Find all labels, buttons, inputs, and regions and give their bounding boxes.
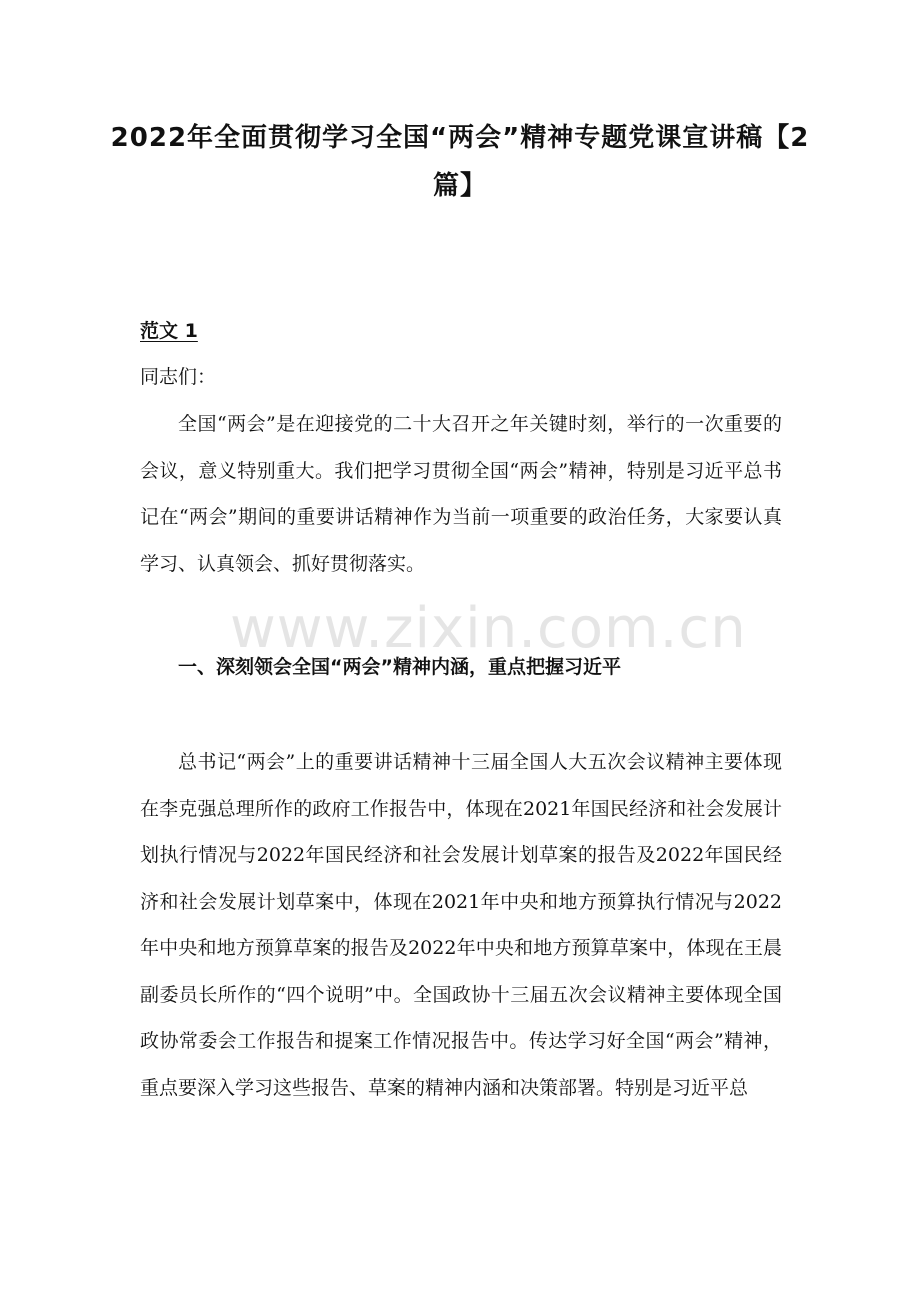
document-title: 2022年全面贯彻学习全国“两会”精神专题党课宣讲稿【2篇】 [110,123,810,201]
watermark: www.zixin.com.cn [230,596,747,661]
section-label: 范文 1 [140,320,198,342]
salutation: 同志们： [140,366,217,388]
paragraph-body: 总书记“两会”上的重要讲话精神十三届全国人大五次会议精神主要体现在李克强总理所作的政府工作报告中，体现在2021年国民经济和社会发展计划执行情况与2022年国民经济和社会发展计划草案的报告及2022年国民经济和社会发展计划草案中，体现在2021年中央和地方预算执行情况与2022年中央和地方预算草案的报告及2022年中央和地方预算草案中，体现在王晨副委员长所作的“四个说明”中。全国政协十三届五次会议精神主要体现全国政协常委会工作报告和提案工作情况报告中。传达学习好全国“两会”精神，重点要深入学习这些报告、草案的精神内涵和决策部署。特别是习近平总 [140,751,782,1099]
paragraph-intro: 全国“两会”是在迎接党的二十大召开之年关键时刻，举行的一次重要的会议，意义特别重大。我们把学习贯彻全国“两会”精神，特别是习近平总书记在“两会”期间的重要讲话精神作为当前一项重要的政治任务，大家要认真学习、认真领会、抓好贯彻落实。 [140,413,782,575]
section-heading-1: 一、深刻领会全国“两会”精神内涵，重点把握习近平 [178,656,621,678]
